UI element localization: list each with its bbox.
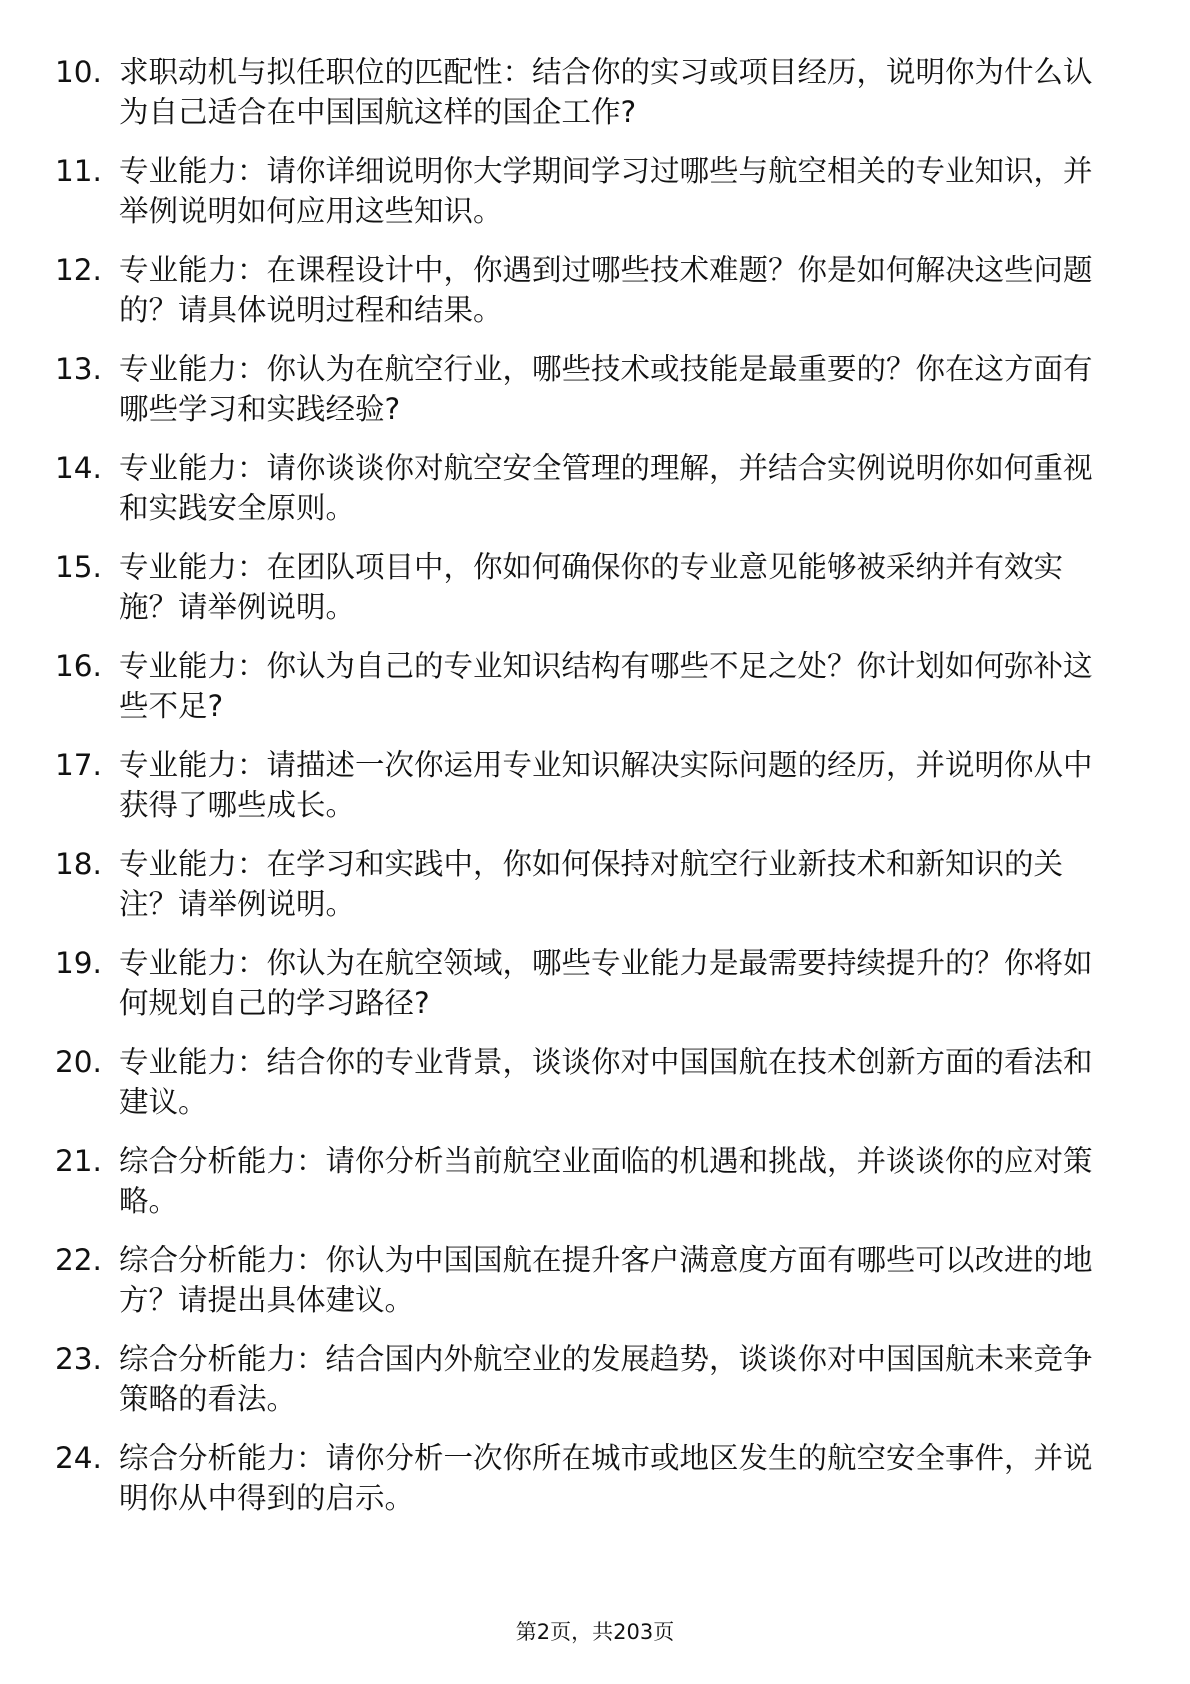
- question-text: 综合分析能力：请你分析一次你所在城市或地区发生的航空安全事件，并说明你从中得到的启示。: [119, 1441, 1093, 1515]
- question-text: 专业能力：请描述一次你运用专业知识解决实际问题的经历，并说明你从中获得了哪些成长。: [119, 748, 1093, 822]
- question-text: 综合分析能力：你认为中国国航在提升客户满意度方面有哪些可以改进的地方？请提出具体建议。: [119, 1243, 1093, 1317]
- question-list: [55, 52, 1115, 1537]
- question-item: [55, 1339, 1115, 1419]
- question-item: [55, 349, 1115, 429]
- question-number: 17.: [55, 748, 102, 782]
- question-number: 11.: [55, 154, 102, 188]
- question-item: [55, 547, 1115, 627]
- question-item: [55, 1438, 1115, 1518]
- question-item: [55, 1240, 1115, 1320]
- question-number: 10.: [55, 55, 102, 89]
- question-item: [55, 943, 1115, 1023]
- question-number: 23.: [55, 1342, 102, 1376]
- question-text: 专业能力：请你详细说明你大学期间学习过哪些与航空相关的专业知识，并举例说明如何应用这些知识。: [119, 154, 1093, 228]
- question-item: [55, 448, 1115, 528]
- question-item: [55, 844, 1115, 924]
- question-text: 求职动机与拟任职位的匹配性：结合你的实习或项目经历，说明你为什么认为自己适合在中国国航这样的国企工作?: [119, 55, 1093, 129]
- question-text: 专业能力：你认为在航空行业，哪些技术或技能是最重要的？你在这方面有哪些学习和实践经验?: [119, 352, 1093, 426]
- question-text: 专业能力：你认为自己的专业知识结构有哪些不足之处？你计划如何弥补这些不足?: [119, 649, 1093, 723]
- question-number: 24.: [55, 1441, 102, 1475]
- question-item: [55, 151, 1115, 231]
- question-text: 专业能力：请你谈谈你对航空安全管理的理解，并结合实例说明你如何重视和实践安全原则。: [119, 451, 1093, 525]
- question-text: 专业能力：在团队项目中，你如何确保你的专业意见能够被采纳并有效实施？请举例说明。: [119, 550, 1064, 624]
- question-item: [55, 250, 1115, 330]
- question-number: 15.: [55, 550, 102, 584]
- question-number: 13.: [55, 352, 102, 386]
- question-number: 12.: [55, 253, 102, 287]
- question-item: [55, 52, 1115, 132]
- question-item: [55, 745, 1115, 825]
- question-number: 22.: [55, 1243, 102, 1277]
- question-number: 19.: [55, 946, 102, 980]
- question-number: 21.: [55, 1144, 102, 1178]
- page-footer: [0, 1618, 1190, 1646]
- question-text: 综合分析能力：结合国内外航空业的发展趋势，谈谈你对中国国航未来竞争策略的看法。: [119, 1342, 1093, 1416]
- question-number: 18.: [55, 847, 102, 881]
- question-number: 14.: [55, 451, 102, 485]
- question-text: 专业能力：在学习和实践中，你如何保持对航空行业新技术和新知识的关注？请举例说明。: [119, 847, 1064, 921]
- question-number: 20.: [55, 1045, 102, 1079]
- question-item: [55, 1141, 1115, 1221]
- question-text: 专业能力：你认为在航空领域，哪些专业能力是最需要持续提升的？你将如何规划自己的学习路径?: [119, 946, 1093, 1020]
- question-text: 综合分析能力：请你分析当前航空业面临的机遇和挑战，并谈谈你的应对策略。: [119, 1144, 1093, 1218]
- question-number: 16.: [55, 649, 102, 683]
- question-text: 专业能力：结合你的专业背景，谈谈你对中国国航在技术创新方面的看法和建议。: [119, 1045, 1093, 1119]
- question-text: 专业能力：在课程设计中，你遇到过哪些技术难题？你是如何解决这些问题的？请具体说明过程和结果。: [119, 253, 1093, 327]
- page-number-label: 第2页，共203页: [515, 1620, 675, 1644]
- question-item: [55, 646, 1115, 726]
- question-item: [55, 1042, 1115, 1122]
